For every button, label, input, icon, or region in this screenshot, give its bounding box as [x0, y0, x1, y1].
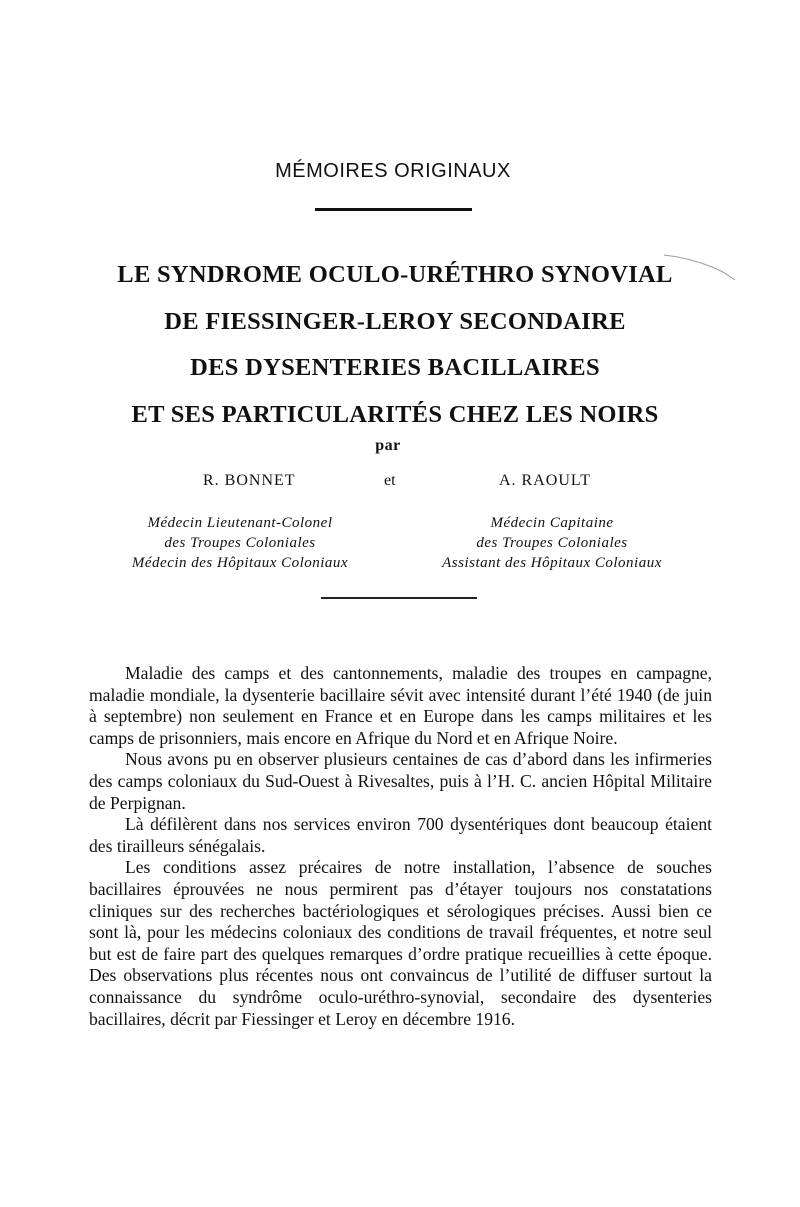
author-left-affiliation — [90, 513, 390, 573]
section-heading: MÉMOIRES ORIGINAUX — [275, 160, 511, 182]
affiliation-line: Médecin Capitaine — [490, 515, 614, 531]
body-paragraph: Là défilèrent dans nos services environ 700 dysentériques dont beaucoup étaient des tirailleurs sénégalais. — [89, 814, 712, 856]
body-paragraph: Nous avons pu en observer plusieurs centaines de cas d’abord dans les infirmeries des camps coloniaux du Sud-Ouest à Rivesaltes, puis à l’H. C. ancien Hôpital Militaire de Perpignan. — [89, 749, 712, 813]
affiliation-line: des Troupes Coloniales — [164, 535, 316, 551]
byline-divider — [321, 597, 477, 599]
byline-par: par — [375, 437, 401, 454]
byline-conjunction: et — [384, 472, 396, 489]
title-line: LE SYNDROME OCULO-URÉTHRO SYNOVIAL — [117, 261, 673, 288]
article-title — [0, 252, 790, 439]
body-paragraph: Maladie des camps et des cantonnements, maladie des troupes en campagne, maladie mondiale, la dysenterie bacillaire sévit avec intensité durant l’été 1940 (de juin à septembre) non seulement en France et en Europe dans les camps militaires et les camps de prisonniers, mais encore en Afrique du Nord et en Afrique Noire. — [89, 663, 712, 748]
affiliation-line: Médecin des Hôpitaux Coloniaux — [131, 555, 349, 571]
heading-divider — [315, 208, 472, 211]
author-left-name: R. BONNET — [203, 472, 296, 489]
title-line: DE FIESSINGER-LEROY SECONDAIRE — [164, 307, 626, 335]
article-body — [89, 663, 712, 1030]
affiliation-line: des Troupes Coloniales — [476, 535, 628, 551]
title-line: DES DYSENTERIES BACILLAIRES — [190, 354, 600, 382]
author-right-affiliation — [402, 513, 702, 573]
title-line: ET SES PARTICULARITÉS CHEZ LES NOIRS — [131, 401, 659, 429]
author-right-name: A. RAOULT — [499, 472, 591, 489]
affiliation-line: Assistant des Hôpitaux Coloniaux — [442, 555, 662, 571]
affiliation-line: Médecin Lieutenant-Colonel — [147, 515, 333, 531]
body-paragraph: Les conditions assez précaires de notre installation, l’absence de souches bacillaires éprouvées ne nous permirent pas d’étayer toujours nos constatations cliniques sur des recherches bactériologiques et sérologiques précises. Aussi bien ce sont là, pour les médecins coloniaux des conditions de travail fréquentes, et notre seul but est de faire part des quelques remarques d’ordre pratique recueillies à cette époque. Des observations plus récentes nous ont convaincus de l’utilité de diffuser surtout la connaissance du syndrôme oculo-uréthro-synovial, secondaire des dysenteries bacillaires, décrit par Fiessinger et Leroy en décembre 1916. — [89, 857, 712, 1029]
